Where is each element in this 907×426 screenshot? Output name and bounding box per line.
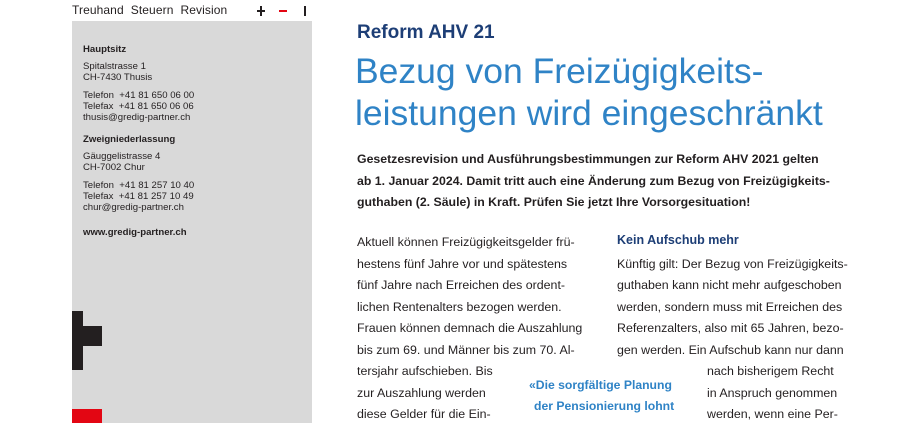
title-line-2: leistungen wird eingeschränkt xyxy=(355,93,823,133)
branch-street: Gäuggelistrasse 4 xyxy=(83,151,161,163)
body-line: lichen Rentenalters bezogen werden. xyxy=(357,299,562,314)
body-line: guthaben kann nicht mehr aufgeschoben xyxy=(617,278,842,292)
minus-mark-icon xyxy=(279,6,287,16)
headquarters-fax: Telefax +41 81 650 06 06 xyxy=(83,100,194,112)
body-line: hestens fünf Jahre vor und spätestens xyxy=(357,256,568,271)
body-line: diese Gelder für die Ein- xyxy=(357,407,491,421)
headquarters-address xyxy=(83,44,194,123)
branch-email-link[interactable]: chur@gredig-partner.ch xyxy=(83,202,184,214)
red-accent-bar xyxy=(72,409,102,423)
article-lead xyxy=(357,149,857,214)
body-line: nach bisherigem Recht xyxy=(707,364,834,378)
headquarters-heading: Hauptsitz xyxy=(83,44,127,55)
body-line: bis zum 69. und Männer bis zum 70. Al- xyxy=(357,342,575,357)
branch-fax: Telefax +41 81 257 10 49 xyxy=(83,190,194,202)
body-line: in Anspruch genommen xyxy=(707,385,838,400)
plus-mark-icon xyxy=(257,6,265,16)
body-line: tersjahr aufschieben. Bis xyxy=(357,364,493,378)
contact-sidebar xyxy=(72,21,312,423)
branch-phone: Telefon +41 81 257 10 40 xyxy=(83,179,195,191)
branch-address xyxy=(83,134,194,213)
brand-service-treuhand: Treuhand xyxy=(72,3,124,17)
body-line: fünf Jahre nach Erreichen des ordent- xyxy=(357,278,566,292)
body-line: gen werden. Ein Aufschub kann nur dann xyxy=(617,342,844,357)
pull-quote-line: der Pensionierung lohnt xyxy=(534,399,675,413)
branch-heading: Zweigniederlassung xyxy=(83,134,176,145)
lead-line: ab 1. Januar 2024. Damit tritt auch eine Änderung zum Bezug von Freizügigkeits- xyxy=(357,173,830,188)
headquarters-street: Spitalstrasse 1 xyxy=(83,61,146,73)
brand-service-revision: Revision xyxy=(180,3,228,17)
divider-mark-icon xyxy=(301,6,309,16)
headquarters-email-link[interactable]: thusis@gredig-partner.ch xyxy=(83,112,191,124)
article-kicker: Reform AHV 21 xyxy=(357,22,495,43)
body-line: zur Auszahlung werden xyxy=(357,385,486,400)
body-line: Referenzalters, also mit 65 Jahren, bezo- xyxy=(617,321,844,335)
body-line: werden, sondern muss mit Erreichen des xyxy=(617,299,843,314)
brand-service-steuern: Steuern xyxy=(130,3,174,17)
body-line: Aktuell können Freizügigkeitsgelder frü- xyxy=(357,235,575,249)
brand-services xyxy=(72,3,234,17)
lead-line: Gesetzesrevision und Ausführungsbestimmungen zur Reform AHV 2021 gelten xyxy=(357,152,819,166)
body-line: werden, wenn eine Per- xyxy=(707,407,838,421)
body-line: Frauen können demnach die Auszahlung xyxy=(357,321,583,335)
branch-city: CH-7002 Chur xyxy=(83,162,145,174)
website-link[interactable]: www.gredig-partner.ch xyxy=(83,227,187,238)
article-title xyxy=(355,50,895,134)
black-cross-bar-horizontal xyxy=(72,326,102,346)
headquarters-phone: Telefon +41 81 650 06 00 xyxy=(83,89,195,101)
pull-quote-line: «Die sorgfältige Planung xyxy=(529,378,672,392)
headquarters-city: CH-7430 Thusis xyxy=(83,72,153,84)
section-heading: Kein Aufschub mehr xyxy=(617,233,739,247)
lead-line: guthaben (2. Säule) in Kraft. Prüfen Sie jetzt Ihre Vorsorgesituation! xyxy=(357,195,751,209)
body-line: Künftig gilt: Der Bezug von Freizügigkeits- xyxy=(617,256,848,271)
title-line-1: Bezug von Freizügigkeits- xyxy=(355,51,764,91)
